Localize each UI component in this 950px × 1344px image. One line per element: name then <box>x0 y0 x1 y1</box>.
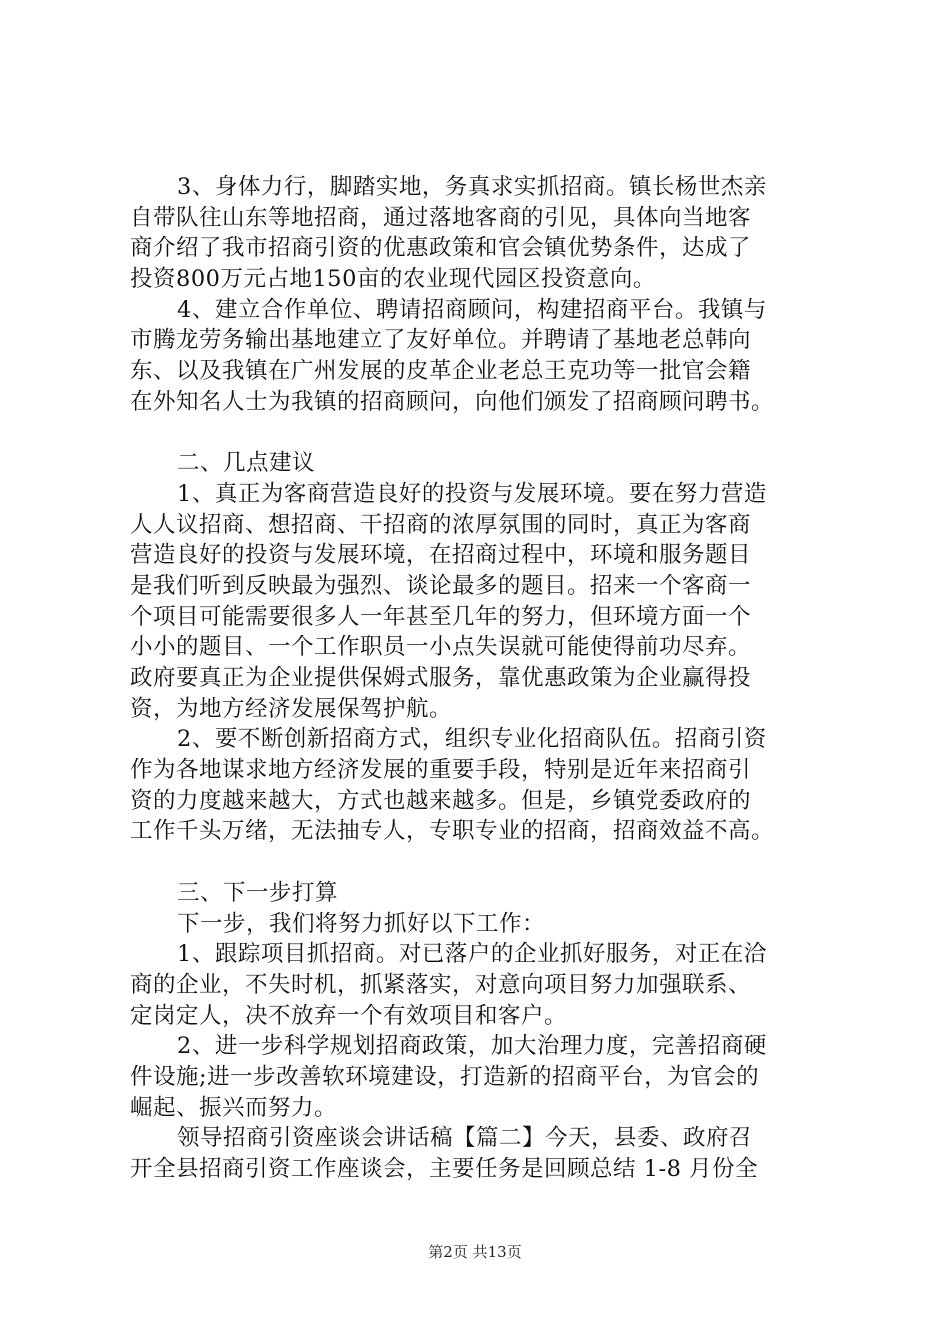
text-line: 个项目可能需要很多人一年甚至几年的努力，但环境方面一个 <box>130 603 752 630</box>
text-line: 崛起、振兴而努力。 <box>130 1094 338 1121</box>
text-line: 4、建立合作单位、聘请招商顾问，构建招商平台。我镇与 <box>177 296 767 323</box>
text-line: 1、真正为客商营造良好的投资与发展环境。要在努力营造 <box>177 480 767 507</box>
text-line: 定岗定人，决不放弃一个有效项目和客户。 <box>130 1002 568 1029</box>
text-line: 是我们听到反映最为强烈、谈论最多的题目。招来一个客商一 <box>130 572 752 599</box>
text-line: 营造良好的投资与发展环境，在招商过程中，环境和服务题目 <box>130 542 752 569</box>
text-line: 作为各地谋求地方经济发展的重要手段，特别是近年来招商引 <box>130 757 752 784</box>
text-line: 商介绍了我市招商引资的优惠政策和官会镇优势条件，达成了 <box>130 235 752 262</box>
text-line: 1、跟踪项目抓招商。对已落户的企业抓好服务，对正在洽 <box>177 941 767 968</box>
text-line: 3、身体力行，脚踏实地，务真求实抓招商。镇长杨世杰亲 <box>177 174 767 200</box>
text-line: 自带队往山东等地招商，通过落地客商的引见，具体向当地客 <box>130 204 752 231</box>
text-line: 工作千头万绪，无法抽专人，专职专业的招商，招商效益不高。 <box>130 818 775 845</box>
text-line: 二、几点建议 <box>177 450 316 477</box>
document-body <box>130 172 840 1185</box>
text-line: 东、以及我镇在广州发展的皮革企业老总王克功等一批官会籍 <box>130 358 752 385</box>
page-footer: 第2页 共13页 <box>428 1243 522 1261</box>
text-line: 下一步，我们将努力抓好以下工作： <box>177 910 546 937</box>
text-line: 领导招商引资座谈会讲话稿【篇二】今天，县委、政府召 <box>177 1125 753 1152</box>
paragraph-spacer <box>130 418 840 449</box>
text-line: 人人议招商、想招商、干招商的浓厚氛围的同时，真正为客商 <box>130 511 752 538</box>
text-line: 三、下一步打算 <box>177 879 339 906</box>
text-line: 开全县招商引资工作座谈会，主要任务是回顾总结 1-8 月份全 <box>130 1156 759 1182</box>
text-line: 政府要真正为企业提供保姆式服务，靠优惠政策为企业赢得投 <box>130 665 752 691</box>
text-line: 2、要不断创新招商方式，组织专业化招商队伍。招商引资 <box>177 726 767 753</box>
text-line: 市腾龙劳务输出基地建立了友好单位。并聘请了基地老总韩向 <box>130 327 752 354</box>
text-line: 投资800万元占地150亩的农业现代园区投资意向。 <box>130 266 656 293</box>
text-line: 在外知名人士为我镇的招商顾问，向他们颁发了招商顾问聘书。 <box>130 388 775 415</box>
text-line: 商的企业，不失时机，抓紧落实，对意向项目努力加强联系、 <box>130 971 752 998</box>
text-line: 资的力度越来越大，方式也越来越多。但是，乡镇党委政府的 <box>130 787 752 814</box>
text-line: 小小的题目、一个工作职员一小点失误就可能使得前功尽弃。 <box>130 634 752 661</box>
text-line: 2、进一步科学规划招商政策，加大治理力度，完善招商硬 <box>177 1033 767 1060</box>
paragraph-spacer <box>130 847 840 878</box>
text-line: 件设施;进一步改善软环境建设，打造新的招商平台，为官会的 <box>130 1063 760 1090</box>
text-line: 资，为地方经济发展保驾护航。 <box>130 695 453 722</box>
